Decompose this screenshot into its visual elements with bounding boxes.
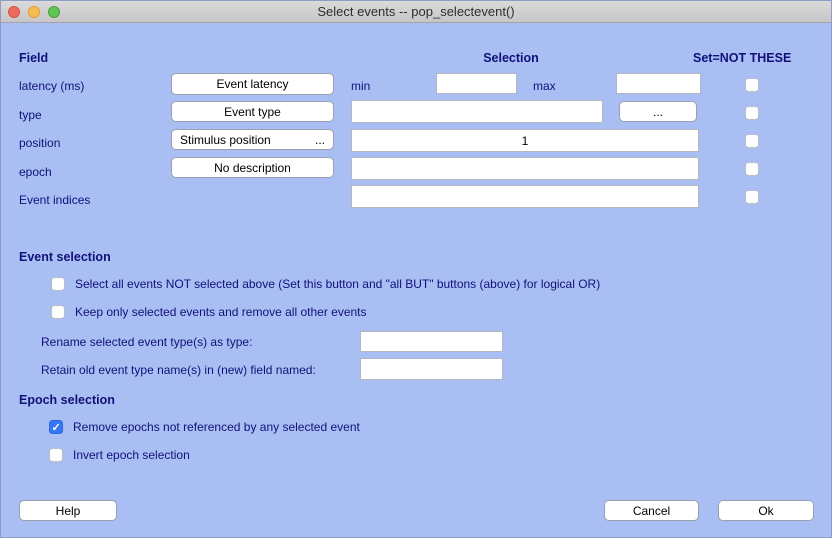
latency-description-button[interactable]: Event latency — [171, 73, 334, 95]
event-indices-input[interactable] — [351, 185, 699, 208]
position-not-checkbox[interactable] — [745, 134, 759, 148]
position-value-input[interactable] — [351, 129, 699, 152]
remove-epochs-checkbox[interactable] — [49, 420, 63, 434]
latency-min-input[interactable] — [436, 73, 517, 94]
ellipsis-icon: ... — [314, 132, 325, 147]
position-description-label: Stimulus position — [180, 132, 271, 147]
field-label-latency: latency (ms) — [19, 79, 85, 93]
event-selection-header: Event selection — [19, 250, 111, 264]
titlebar — [1, 1, 831, 23]
window-title: Select events -- pop_selectevent() — [317, 4, 515, 19]
event-indices-not-checkbox[interactable] — [745, 190, 759, 204]
rename-type-input[interactable] — [360, 331, 503, 352]
invert-epoch-label: Invert epoch selection — [73, 448, 190, 462]
column-header-selection: Selection — [483, 51, 539, 65]
epoch-value-input[interactable] — [351, 157, 699, 180]
field-label-type: type — [19, 108, 42, 122]
select-all-not-label: Select all events NOT selected above (Set this button and "all BUT" buttons (above) for logical OR) — [75, 277, 601, 291]
type-not-checkbox[interactable] — [745, 106, 759, 120]
column-header-set-not-these: Set=NOT THESE — [693, 51, 792, 65]
retain-field-input[interactable] — [360, 358, 503, 380]
position-description-button[interactable] — [171, 129, 334, 150]
remove-epochs-label: Remove epochs not referenced by any selected event — [73, 420, 360, 434]
field-label-event-indices: Event indices — [19, 193, 91, 207]
epoch-description-button[interactable]: No description — [171, 157, 334, 178]
max-label: max — [533, 79, 556, 93]
ok-button[interactable]: Ok — [718, 500, 814, 521]
type-value-input[interactable] — [351, 100, 603, 123]
field-label-epoch: epoch — [19, 165, 52, 179]
column-header-field: Field — [19, 51, 49, 65]
min-label: min — [351, 79, 371, 93]
keep-only-label: Keep only selected events and remove all other events — [75, 305, 367, 319]
epoch-not-checkbox[interactable] — [745, 162, 759, 176]
invert-epoch-checkbox[interactable] — [49, 448, 63, 462]
close-button[interactable] — [8, 6, 20, 18]
type-browse-button[interactable]: ... — [619, 101, 697, 122]
select-all-not-checkbox[interactable] — [51, 277, 65, 291]
cancel-button[interactable]: Cancel — [604, 500, 699, 521]
epoch-selection-header: Epoch selection — [19, 393, 115, 407]
latency-max-input[interactable] — [616, 73, 701, 94]
zoom-button[interactable] — [48, 6, 60, 18]
rename-type-label: Rename selected event type(s) as type: — [41, 335, 253, 349]
type-description-button[interactable]: Event type — [171, 101, 334, 122]
retain-field-label: Retain old event type name(s) in (new) field named: — [41, 363, 316, 377]
keep-only-checkbox[interactable] — [51, 305, 65, 319]
minimize-button[interactable] — [28, 6, 40, 18]
field-label-position: position — [19, 136, 61, 150]
latency-not-checkbox[interactable] — [745, 78, 759, 92]
help-button[interactable]: Help — [19, 500, 117, 521]
